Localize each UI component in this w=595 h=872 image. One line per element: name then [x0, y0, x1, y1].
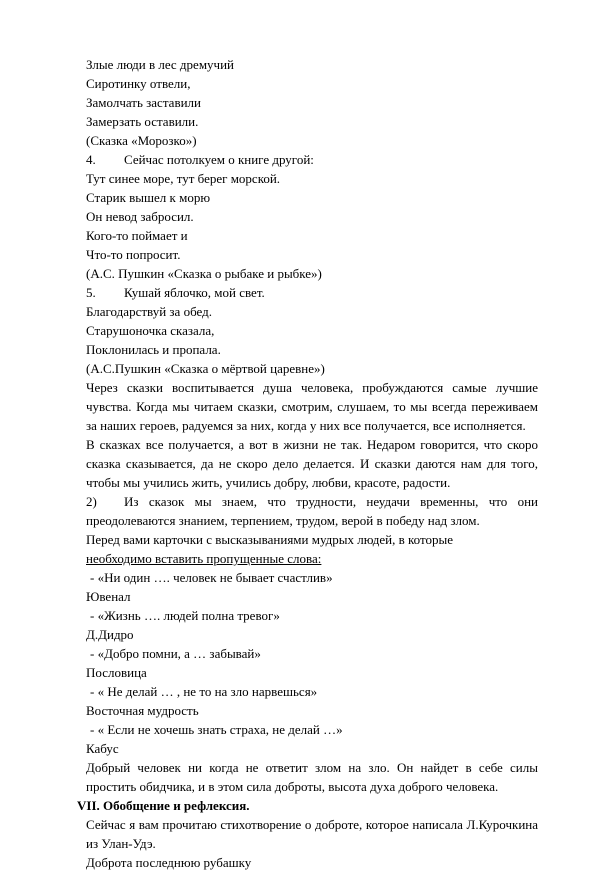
quote-author: Ювенал	[86, 589, 131, 604]
paragraph-text: Перед вами карточки с высказываниями мудрых людей, в которые	[86, 532, 454, 547]
paragraph-poem-intro	[86, 815, 538, 853]
poem-line: Тут синее море, тут берег морской.	[86, 171, 281, 186]
poem-line: Замолчать заставили	[86, 95, 201, 110]
paragraph-kind-person	[86, 758, 538, 796]
poem-line: Что-то попросит.	[86, 247, 181, 262]
quote-author: Пословица	[86, 665, 147, 680]
paragraph-text: Сейчас я вам прочитаю стихотворение о доброте, которое написала Л.Курочкина из Улан-Удэ.	[86, 817, 538, 851]
paragraph-fairy-tales-life	[86, 435, 538, 492]
poem-line: Старик вышел к морю	[86, 190, 211, 205]
poem-line: Доброта последнюю рубашку	[86, 855, 252, 870]
section-heading: VII. Обобщение и рефлексия.	[77, 798, 250, 813]
poem-line: Он невод забросил.	[86, 209, 194, 224]
paragraph-text	[86, 492, 538, 530]
poem-line: Замерзать оставили.	[86, 114, 199, 129]
item-number: 2)	[86, 494, 97, 509]
poem-line: Кушай яблочко, мой свет.	[124, 285, 265, 300]
poem-line: Злые люди в лес дремучий	[86, 57, 234, 72]
poem-line: Сейчас потолкуем о книге другой:	[124, 152, 314, 167]
item-4	[86, 150, 538, 283]
quote-list	[86, 568, 538, 758]
quote-text: - «Ни один …. человек не бывает счастлив»	[90, 570, 333, 585]
item-number: 4.	[86, 152, 96, 167]
quote-text: - «Жизнь …. людей полна тревог»	[90, 608, 280, 623]
quote-text: - «Добро помни, а … забывай»	[90, 646, 261, 661]
poem-line: Поклонилась и пропала.	[86, 342, 221, 357]
quote-text: - « Не делай … , не то на зло нарвешься»	[90, 684, 318, 699]
paragraph-cards-intro	[86, 530, 538, 568]
paragraph-difficulties	[86, 492, 538, 530]
quote-author: Восточная мудрость	[86, 703, 199, 718]
poem-line: Благодарствуй за обед.	[86, 304, 212, 319]
paragraph-text: Добрый человек ни когда не ответит злом на зло. Он найдет в себе силы простить обидчика, и в этом сила доброты, высота духа доброго человека.	[86, 760, 538, 794]
poem-morozko	[86, 55, 538, 150]
poem-line: Сиротинку отвели,	[86, 76, 191, 91]
poem-source: (А.С. Пушкин «Сказка о рыбаке и рыбке»)	[86, 266, 322, 281]
paragraph-text: В сказках все получается, а вот в жизни не так. Недаром говорится, что скоро сказка сказывается, да не скоро дело делается. И сказки даются нам для того, чтобы мы учились жить, учились добру, любви, красоте, радости.	[86, 437, 538, 490]
underlined-instruction: необходимо вставить пропущенные слова:	[86, 551, 322, 566]
paragraph-fairy-tales-soul	[86, 378, 538, 435]
quote-text: - « Если не хочешь знать страха, не делай …»	[90, 722, 343, 737]
poem-line: Кого-то поймает и	[86, 228, 188, 243]
item-5	[86, 283, 538, 378]
paragraph-text: Через сказки воспитывается душа человека, пробуждаются самые лучшие чувства. Когда мы читаем сказки, смотрим, слушаем, то мы всегда переживаем за наших героев, радуемся за них, когда у них все получается, все исполняется.	[86, 380, 538, 433]
quote-author: Кабус	[86, 741, 119, 756]
item-4-first-line	[86, 150, 538, 169]
item-5-first-line	[86, 283, 538, 302]
poem-source: (А.С.Пушкин «Сказка о мёртвой царевне»)	[86, 361, 325, 376]
document-content	[77, 55, 538, 872]
poem-source: (Сказка «Морозко»)	[86, 133, 197, 148]
quote-author: Д.Дидро	[86, 627, 134, 642]
poem-line: Старушоночка сказала,	[86, 323, 215, 338]
item-number: 5.	[86, 285, 96, 300]
paragraph-body: Из сказок мы знаем, что трудности, неудачи временны, что они преодолеваются знанием, терпением, трудом, верой в победу над злом.	[86, 494, 538, 528]
